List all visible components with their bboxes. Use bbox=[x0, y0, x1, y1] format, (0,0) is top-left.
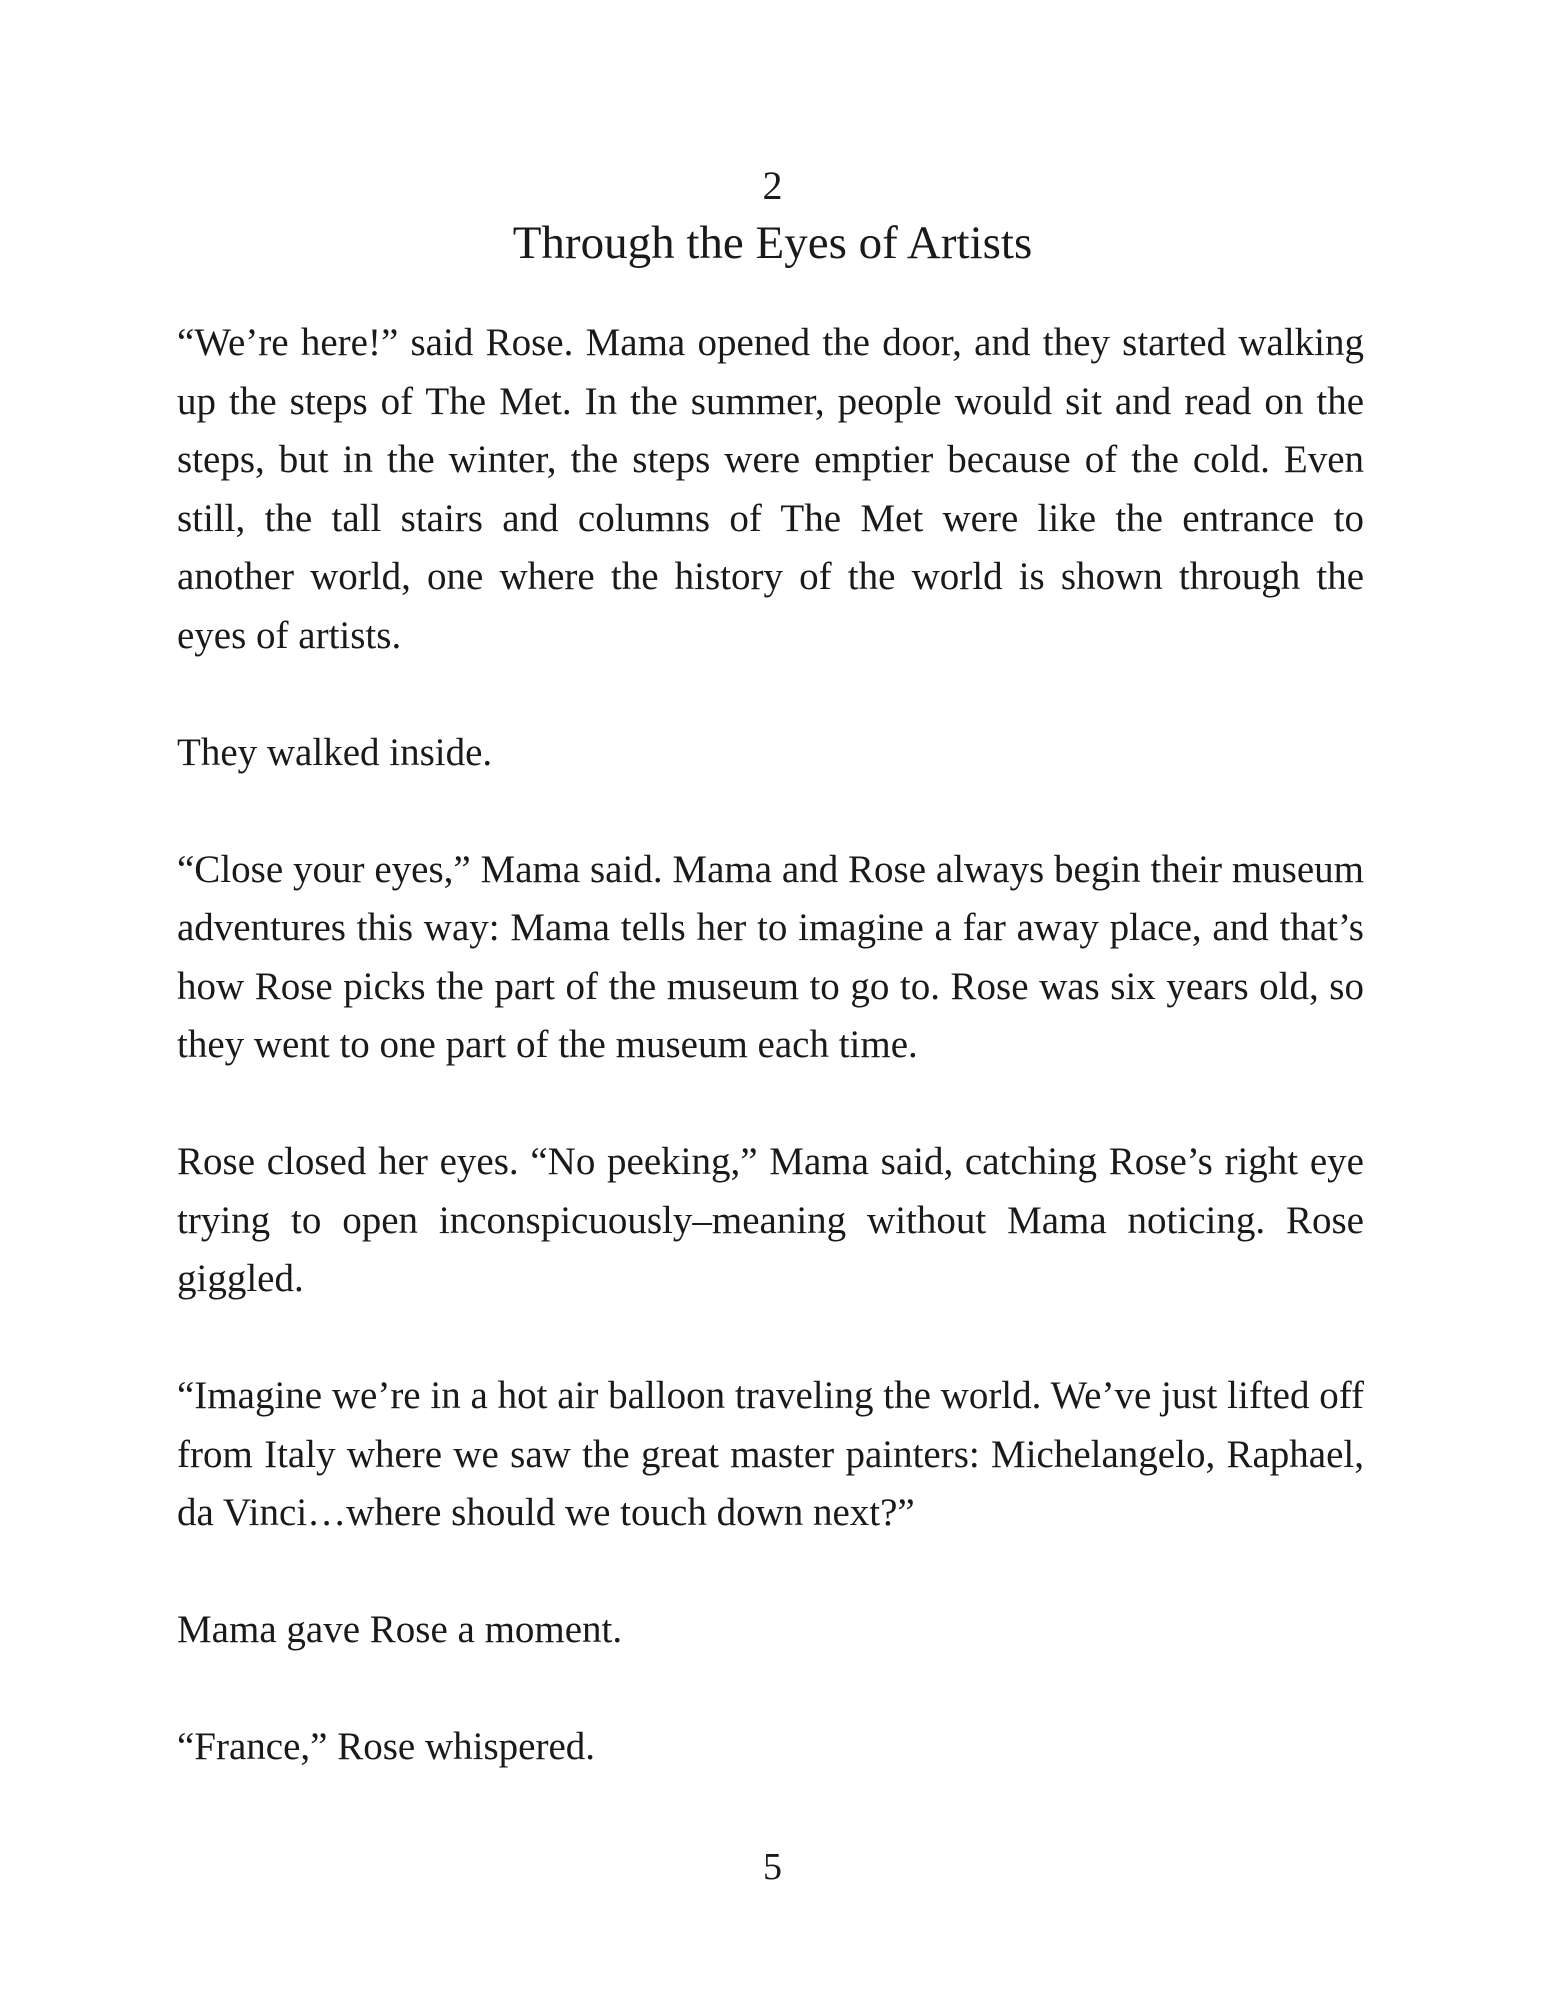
chapter-number: 2 bbox=[762, 163, 783, 208]
paragraph: “We’re here!” said Rose. Mama opened the door, and they started walking up the steps of The Met. In the summer, people would sit and read on the steps, but in the winter, the steps were emptier because of the cold. Even still, the tall stairs and columns of The Met were like the entrance to another world, one where the history of the world is shown through the eyes of artists. bbox=[177, 321, 1364, 657]
paragraph: “Close your eyes,” Mama said. Mama and Rose always begin their museum adventures this way: Mama tells her to imagine a far away place, and that’s how Rose picks the part of the museum to go to. Rose was six years old, so they went to one part of the museum each time. bbox=[177, 847, 1364, 1066]
paragraph: “Imagine we’re in a hot air balloon traveling the world. We’ve just lifted off from Italy where we saw the great master painters: Michelangelo, Raphael, da Vinci…where should we touch down next?” bbox=[177, 1374, 1364, 1534]
paragraph: Rose closed her eyes. “No peeking,” Mama said, catching Rose’s right eye trying to open inconspicuously–meaning without Mama noticing. Rose giggled. bbox=[177, 1140, 1364, 1300]
paragraph: Mama gave Rose a moment. bbox=[177, 1608, 623, 1651]
chapter-body bbox=[177, 314, 1364, 1777]
chapter-title: Through the Eyes of Artists bbox=[512, 217, 1033, 269]
paragraph: “France,” Rose whispered. bbox=[177, 1725, 596, 1768]
page-number: 5 bbox=[763, 1846, 782, 1888]
paragraph: They walked inside. bbox=[177, 730, 493, 774]
